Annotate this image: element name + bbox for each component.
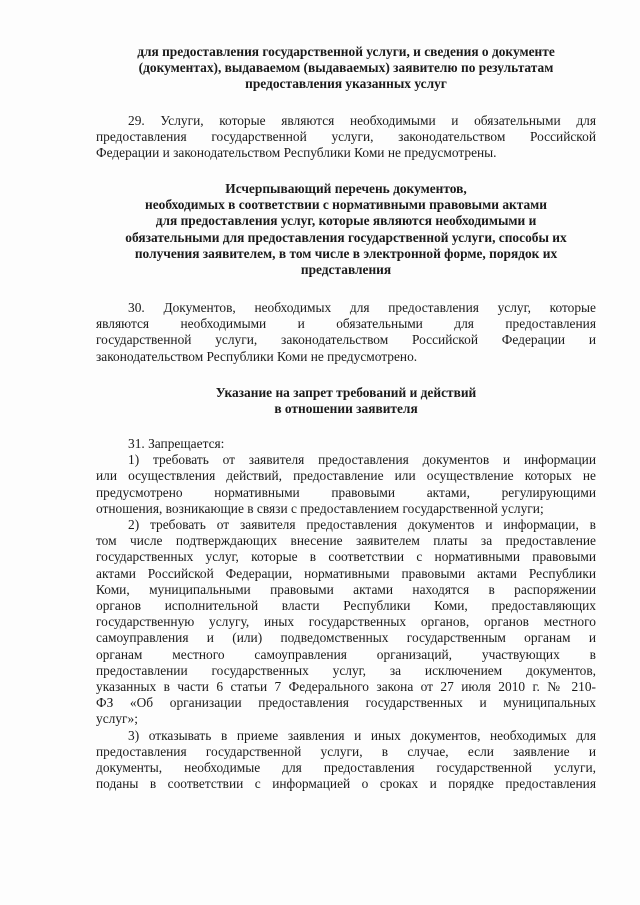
- paragraph-line: 29. Услуги, которые являются необходимыми и обязательными для: [128, 113, 596, 128]
- heading-prohibition: [96, 385, 596, 417]
- heading-line: в отношении заявителя: [274, 401, 418, 417]
- paragraph-line: государственную услугу, иных государственных органов, органов местного: [96, 614, 596, 630]
- paragraph-31-item-3: [96, 728, 596, 793]
- heading-exhaustive-list: [96, 181, 596, 278]
- paragraph-line: указанных в части 6 статьи 7 Федерального закона от 27 июля 2010 г. № 210-: [96, 679, 596, 695]
- paragraph-line: органам местного самоуправления организаций, участвующих в: [96, 646, 596, 662]
- paragraph-line: государственной услуги, законодательством Российской Федерации и: [96, 332, 596, 348]
- paragraph-line: 30. Документов, необходимых для предоставления услуг, которые: [128, 300, 596, 315]
- heading-line: для предоставления государственной услуги, и сведения о документе: [137, 44, 555, 59]
- paragraph-line: том числе подтверждающих внесение заявителем платы за предоставление: [96, 533, 596, 549]
- heading-line: Исчерпывающий перечень документов,: [225, 181, 467, 196]
- paragraph-31-item-1: [96, 452, 596, 517]
- paragraph-line: документы, необходимые для предоставления государственной услуги,: [96, 760, 596, 776]
- paragraph-line: являются необходимыми и обязательными для предоставления: [96, 316, 596, 332]
- paragraph-line: или осуществления действий, предоставление или осуществление которых не: [96, 468, 596, 484]
- paragraph-29: [96, 113, 596, 162]
- paragraph-line: 1) требовать от заявителя предоставления документов и информации: [128, 452, 596, 468]
- paragraph-line: услуг»;: [96, 711, 138, 727]
- heading-line: для предоставления услуг, которые являются необходимыми и: [155, 213, 537, 229]
- paragraph-line: отношения, возникающие в связи с предоставлением государственной услуги;: [96, 500, 544, 516]
- paragraph-line: предоставления государственной услуги, законодательством Российской: [96, 129, 596, 145]
- heading-line: представления: [300, 262, 392, 278]
- paragraph-line: 3) отказывать в приеме заявления и иных документов, необходимых для: [128, 727, 596, 743]
- heading-documents-issued: [96, 44, 596, 93]
- paragraph-line: Федерации и законодательством Республики Коми не предусмотрены.: [96, 145, 497, 161]
- paragraph-line: государственных услуг, которые в соответствии с нормативными правовыми: [96, 549, 596, 565]
- paragraph-31-item-2: [96, 517, 596, 728]
- paragraph-30: [96, 300, 596, 365]
- paragraph-line: предусмотрено нормативными правовыми актами, регулирующими: [96, 484, 596, 500]
- paragraph-line: органов исполнительной власти Республики Коми, предоставляющих: [96, 598, 596, 614]
- paragraph-line: ФЗ «Об организации предоставления государственных и муниципальных: [96, 695, 596, 711]
- heading-line: предоставления указанных услуг: [245, 76, 447, 92]
- paragraph-line: актами Российской Федерации, нормативными правовыми актами Республики: [96, 565, 596, 581]
- paragraph-line: 2) требовать от заявителя предоставления документов и информации, в: [128, 517, 596, 533]
- paragraph-line: законодательством Республики Коми не предусмотрено.: [96, 348, 418, 364]
- heading-line: Указание на запрет требований и действий: [215, 385, 477, 400]
- heading-line: (документах), выдаваемом (выдаваемых) заявителю по результатам: [138, 60, 554, 76]
- paragraph-line: предоставлении государственных услуг, за исключением документов,: [96, 662, 596, 678]
- paragraph-line: Коми, муниципальными правовыми актами находятся в распоряжении: [96, 581, 596, 597]
- paragraph-line: предоставления государственной услуги, в случае, если заявление и: [96, 743, 596, 759]
- paragraph-line: поданы в соответствии с информацией о сроках и порядке предоставления: [96, 776, 596, 792]
- heading-line: получения заявителем, в том числе в электронной форме, порядок их: [134, 245, 558, 261]
- paragraph-31: [96, 436, 596, 792]
- heading-line: необходимых в соответствии с нормативными правовыми актами: [144, 197, 548, 213]
- heading-line: обязательными для предоставления государственной услуги, способы их: [125, 229, 567, 245]
- paragraph-31-intro: 31. Запрещается:: [128, 436, 225, 451]
- paragraph-line: самоуправления и (или) подведомственных государственным органам и: [96, 630, 596, 646]
